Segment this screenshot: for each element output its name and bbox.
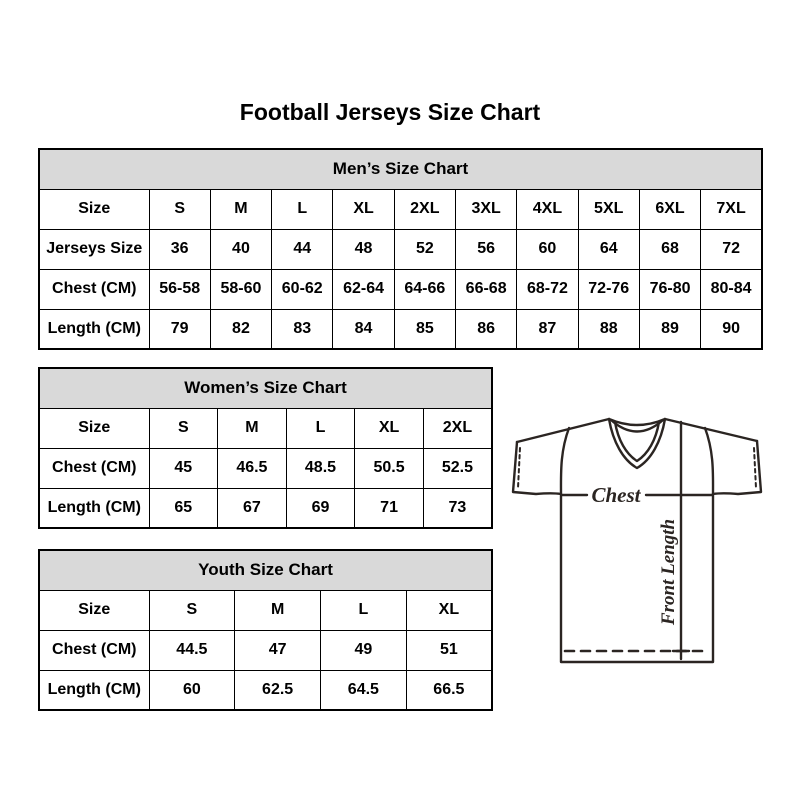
- table-cell: 62.5: [235, 670, 321, 710]
- column-header: XL: [333, 189, 394, 229]
- row-label: Chest (CM): [39, 269, 149, 309]
- table-cell: 73: [423, 488, 492, 528]
- column-header: M: [235, 590, 321, 630]
- table-cell: 58-60: [210, 269, 271, 309]
- table-row: [39, 630, 492, 670]
- table-row: [39, 269, 762, 309]
- table-row: [39, 309, 762, 349]
- table-title: Youth Size Chart: [39, 550, 492, 590]
- table-cell: 89: [639, 309, 700, 349]
- table-cell: 69: [286, 488, 355, 528]
- corner-label: Size: [39, 590, 149, 630]
- table-row: [39, 488, 492, 528]
- column-header: M: [218, 408, 287, 448]
- corner-label: Size: [39, 189, 149, 229]
- table-cell: 50.5: [355, 448, 424, 488]
- table-cell: 47: [235, 630, 321, 670]
- column-header: XL: [406, 590, 492, 630]
- row-label: Jerseys Size: [39, 229, 149, 269]
- table-row: [39, 448, 492, 488]
- table-cell: 60: [517, 229, 578, 269]
- column-header: L: [321, 590, 407, 630]
- column-header: S: [149, 590, 235, 630]
- table-cell: 62-64: [333, 269, 394, 309]
- chest-label: Chest: [591, 483, 641, 507]
- table-cell: 52: [394, 229, 455, 269]
- table-cell: 46.5: [218, 448, 287, 488]
- table-cell: 65: [149, 488, 218, 528]
- column-header: 7XL: [701, 189, 762, 229]
- table-cell: 64: [578, 229, 639, 269]
- table-cell: 40: [210, 229, 271, 269]
- table-cell: 64.5: [321, 670, 407, 710]
- table-cell: 52.5: [423, 448, 492, 488]
- column-header: M: [210, 189, 271, 229]
- table-cell: 66.5: [406, 670, 492, 710]
- table-cell: 44.5: [149, 630, 235, 670]
- table-title: Men’s Size Chart: [39, 149, 762, 189]
- column-header: 2XL: [394, 189, 455, 229]
- column-header: 3XL: [455, 189, 516, 229]
- table-cell: 48.5: [286, 448, 355, 488]
- table-cell: 68-72: [517, 269, 578, 309]
- table-title-row: [39, 149, 762, 189]
- column-header: L: [286, 408, 355, 448]
- table-cell: 71: [355, 488, 424, 528]
- table-header-row: [39, 189, 762, 229]
- column-header: XL: [355, 408, 424, 448]
- column-header: S: [149, 408, 218, 448]
- table-header-row: [39, 408, 492, 448]
- table-cell: 68: [639, 229, 700, 269]
- table-title-row: [39, 368, 492, 408]
- table-title: Women’s Size Chart: [39, 368, 492, 408]
- table-cell: 56: [455, 229, 516, 269]
- jersey-right-sleeve: [713, 441, 761, 494]
- mens-size-table: [38, 148, 763, 350]
- row-label: Chest (CM): [39, 448, 149, 488]
- page-title: Football Jerseys Size Chart: [239, 99, 541, 125]
- table-cell: 56-58: [149, 269, 210, 309]
- table-cell: 82: [210, 309, 271, 349]
- table-title-row: [39, 550, 492, 590]
- table-cell: 76-80: [639, 269, 700, 309]
- jersey-body-outline: [517, 419, 757, 662]
- row-label: Length (CM): [39, 670, 149, 710]
- table-cell: 86: [455, 309, 516, 349]
- corner-label: Size: [39, 408, 149, 448]
- womens-size-table: [38, 367, 493, 529]
- column-header: 6XL: [639, 189, 700, 229]
- left-sleeve-seam-dashed-line: [518, 448, 520, 488]
- table-cell: 87: [517, 309, 578, 349]
- table-cell: 67: [218, 488, 287, 528]
- right-sleeve-seam-dashed-line: [754, 448, 756, 488]
- jersey-right-shoulder: [665, 419, 757, 441]
- table-cell: 60: [149, 670, 235, 710]
- jersey-left-sleeve: [513, 442, 561, 494]
- table-cell: 66-68: [455, 269, 516, 309]
- column-header: 5XL: [578, 189, 639, 229]
- table-cell: 88: [578, 309, 639, 349]
- table-header-row: [39, 590, 492, 630]
- jersey-collar: [609, 419, 665, 468]
- row-label: Length (CM): [39, 488, 149, 528]
- youth-size-table: [38, 549, 493, 711]
- table-cell: 44: [272, 229, 333, 269]
- table-cell: 36: [149, 229, 210, 269]
- table-cell: 60-62: [272, 269, 333, 309]
- table-cell: 72: [701, 229, 762, 269]
- table-cell: 51: [406, 630, 492, 670]
- table-cell: 90: [701, 309, 762, 349]
- column-header: L: [272, 189, 333, 229]
- row-label: Chest (CM): [39, 630, 149, 670]
- table-row: [39, 229, 762, 269]
- table-cell: 45: [149, 448, 218, 488]
- table-cell: 64-66: [394, 269, 455, 309]
- table-cell: 72-76: [578, 269, 639, 309]
- row-label: Length (CM): [39, 309, 149, 349]
- column-header: 2XL: [423, 408, 492, 448]
- column-header: 4XL: [517, 189, 578, 229]
- table-cell: 79: [149, 309, 210, 349]
- jersey-diagram: [505, 410, 769, 668]
- table-cell: 49: [321, 630, 407, 670]
- table-cell: 48: [333, 229, 394, 269]
- jersey-left-shoulder: [517, 419, 609, 442]
- table-row: [39, 670, 492, 710]
- table-cell: 84: [333, 309, 394, 349]
- column-header: S: [149, 189, 210, 229]
- table-cell: 85: [394, 309, 455, 349]
- front-length-label: Front Length: [658, 518, 679, 626]
- table-cell: 80-84: [701, 269, 762, 309]
- table-cell: 83: [272, 309, 333, 349]
